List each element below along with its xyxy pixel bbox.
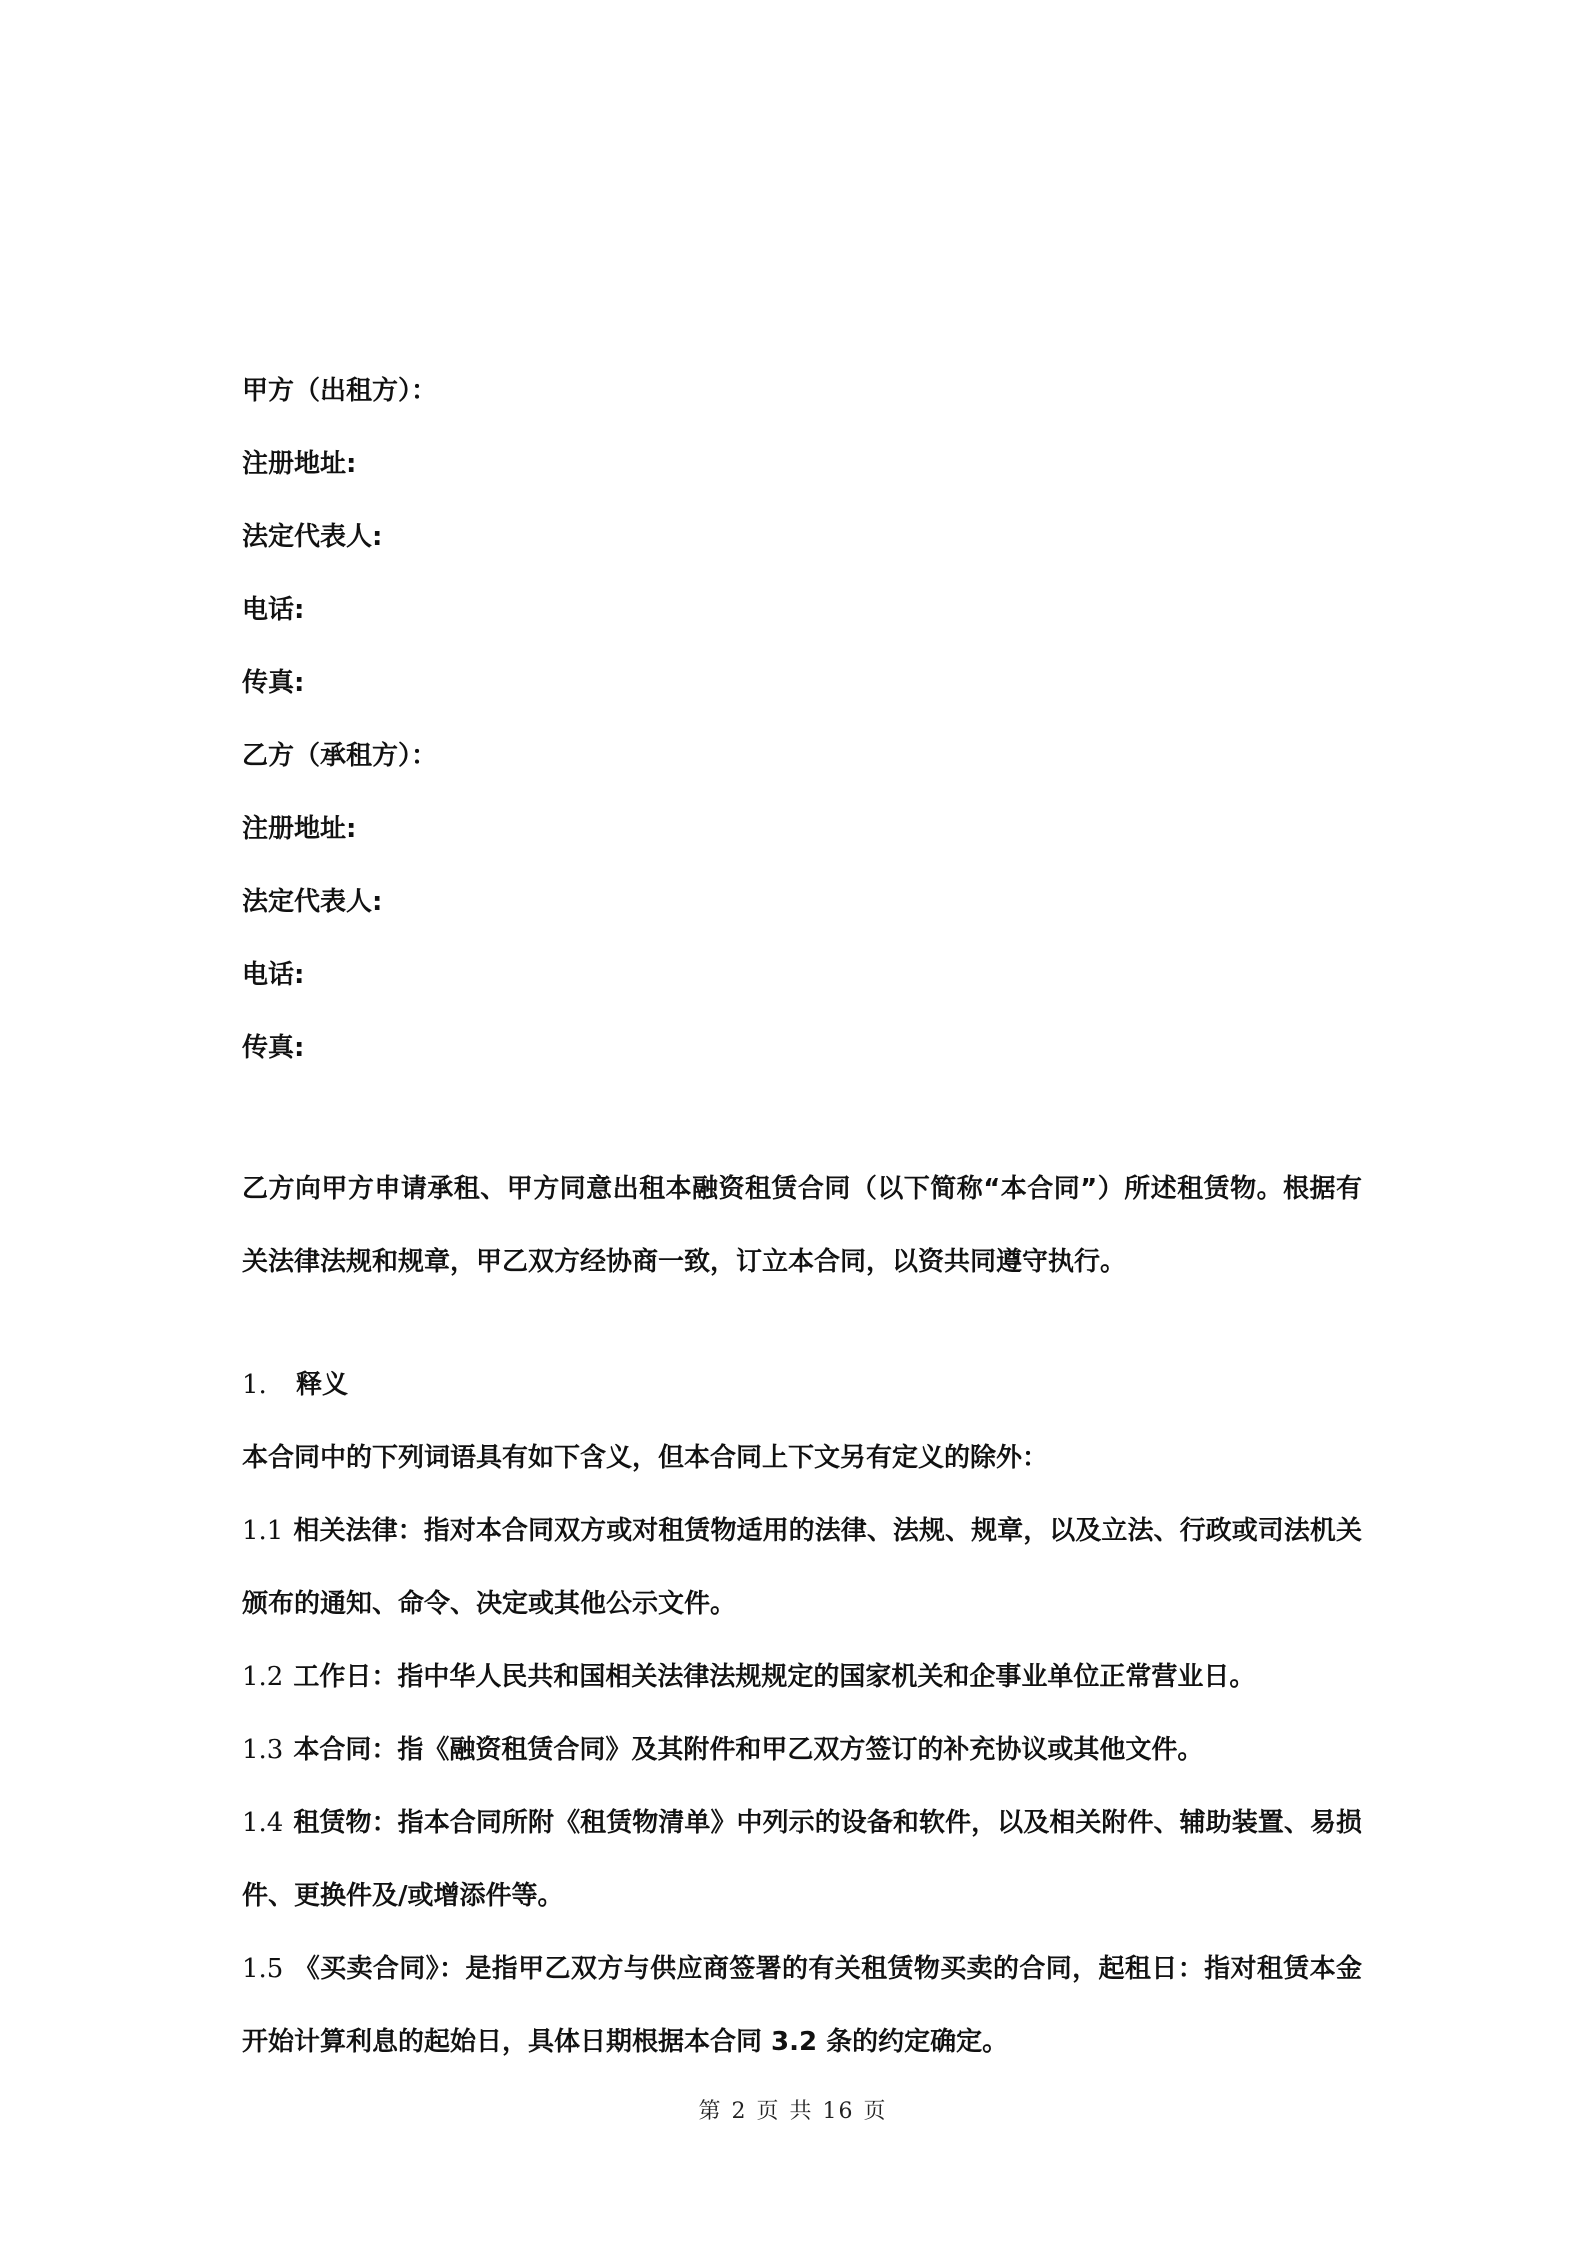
party-b-fax-label: 传真: (242, 1033, 305, 1063)
section-title: 释义 (296, 1370, 349, 1400)
clause-number: 1.2 (242, 1662, 284, 1692)
clause-text: 相关法律：指对本合同双方或对租赁物适用的法律、法规、规章，以及立法、行政或司法机关颁布的通知、命令、决定或其他公示文件。 (242, 1516, 1362, 1619)
clause-text: 工作日：指中华人民共和国相关法律法规规定的国家机关和企事业单位正常营业日。 (293, 1662, 1256, 1692)
party-a-block (242, 355, 1362, 720)
clause-number: 1.1 (242, 1516, 284, 1546)
clause-text: 《买卖合同》：是指甲乙双方与供应商签署的有关租赁物买卖的合同，起租日：指对租赁本金开始计算利息的起始日，具体日期根据本合同 3.2 条的约定确定。 (242, 1954, 1362, 2057)
clause-1-5 (242, 1933, 1362, 2079)
clause-number: 1.3 (242, 1735, 284, 1765)
clause-1-1 (242, 1495, 1362, 1641)
party-a-representative-label: 法定代表人: (242, 522, 383, 552)
clause-text: 租赁物：指本合同所附《租赁物清单》中列示的设备和软件，以及相关附件、辅助装置、易损件、更换件及/或增添件等。 (242, 1808, 1362, 1911)
clause-text: 本合同：指《融资租赁合同》及其附件和甲乙双方签订的补充协议或其他文件。 (293, 1735, 1204, 1765)
party-a-fax-label: 传真: (242, 668, 305, 698)
intro-paragraph: 乙方向甲方申请承租、甲方同意出租本融资租赁合同（以下简称“本合同”）所述租赁物。根据有关法律法规和规章，甲乙双方经协商一致，订立本合同，以资共同遵守执行。 (242, 1174, 1362, 1277)
party-b-title: 乙方（承租方）： (242, 741, 438, 771)
party-a-title: 甲方（出租方）： (242, 376, 438, 406)
party-b-block (242, 720, 1362, 1085)
clause-1-3 (242, 1714, 1362, 1787)
page-footer: 第 2 页 共 16 页 (698, 2099, 888, 2124)
party-b-phone-label: 电话: (242, 960, 305, 990)
clause-number: 1.4 (242, 1808, 284, 1838)
party-b-address-label: 注册地址: (242, 814, 357, 844)
section-heading (242, 1349, 1362, 1422)
party-a-address-label: 注册地址: (242, 449, 357, 479)
clause-1-4 (242, 1787, 1362, 1933)
clause-number: 1.5 (242, 1954, 284, 1984)
section-number: 1. (242, 1370, 267, 1400)
page-content (242, 355, 1362, 2079)
clause-1-2 (242, 1641, 1362, 1714)
party-a-phone-label: 电话: (242, 595, 305, 625)
section-lead: 本合同中的下列词语具有如下含义，但本合同上下文另有定义的除外： (242, 1443, 1049, 1473)
party-b-representative-label: 法定代表人: (242, 887, 383, 917)
